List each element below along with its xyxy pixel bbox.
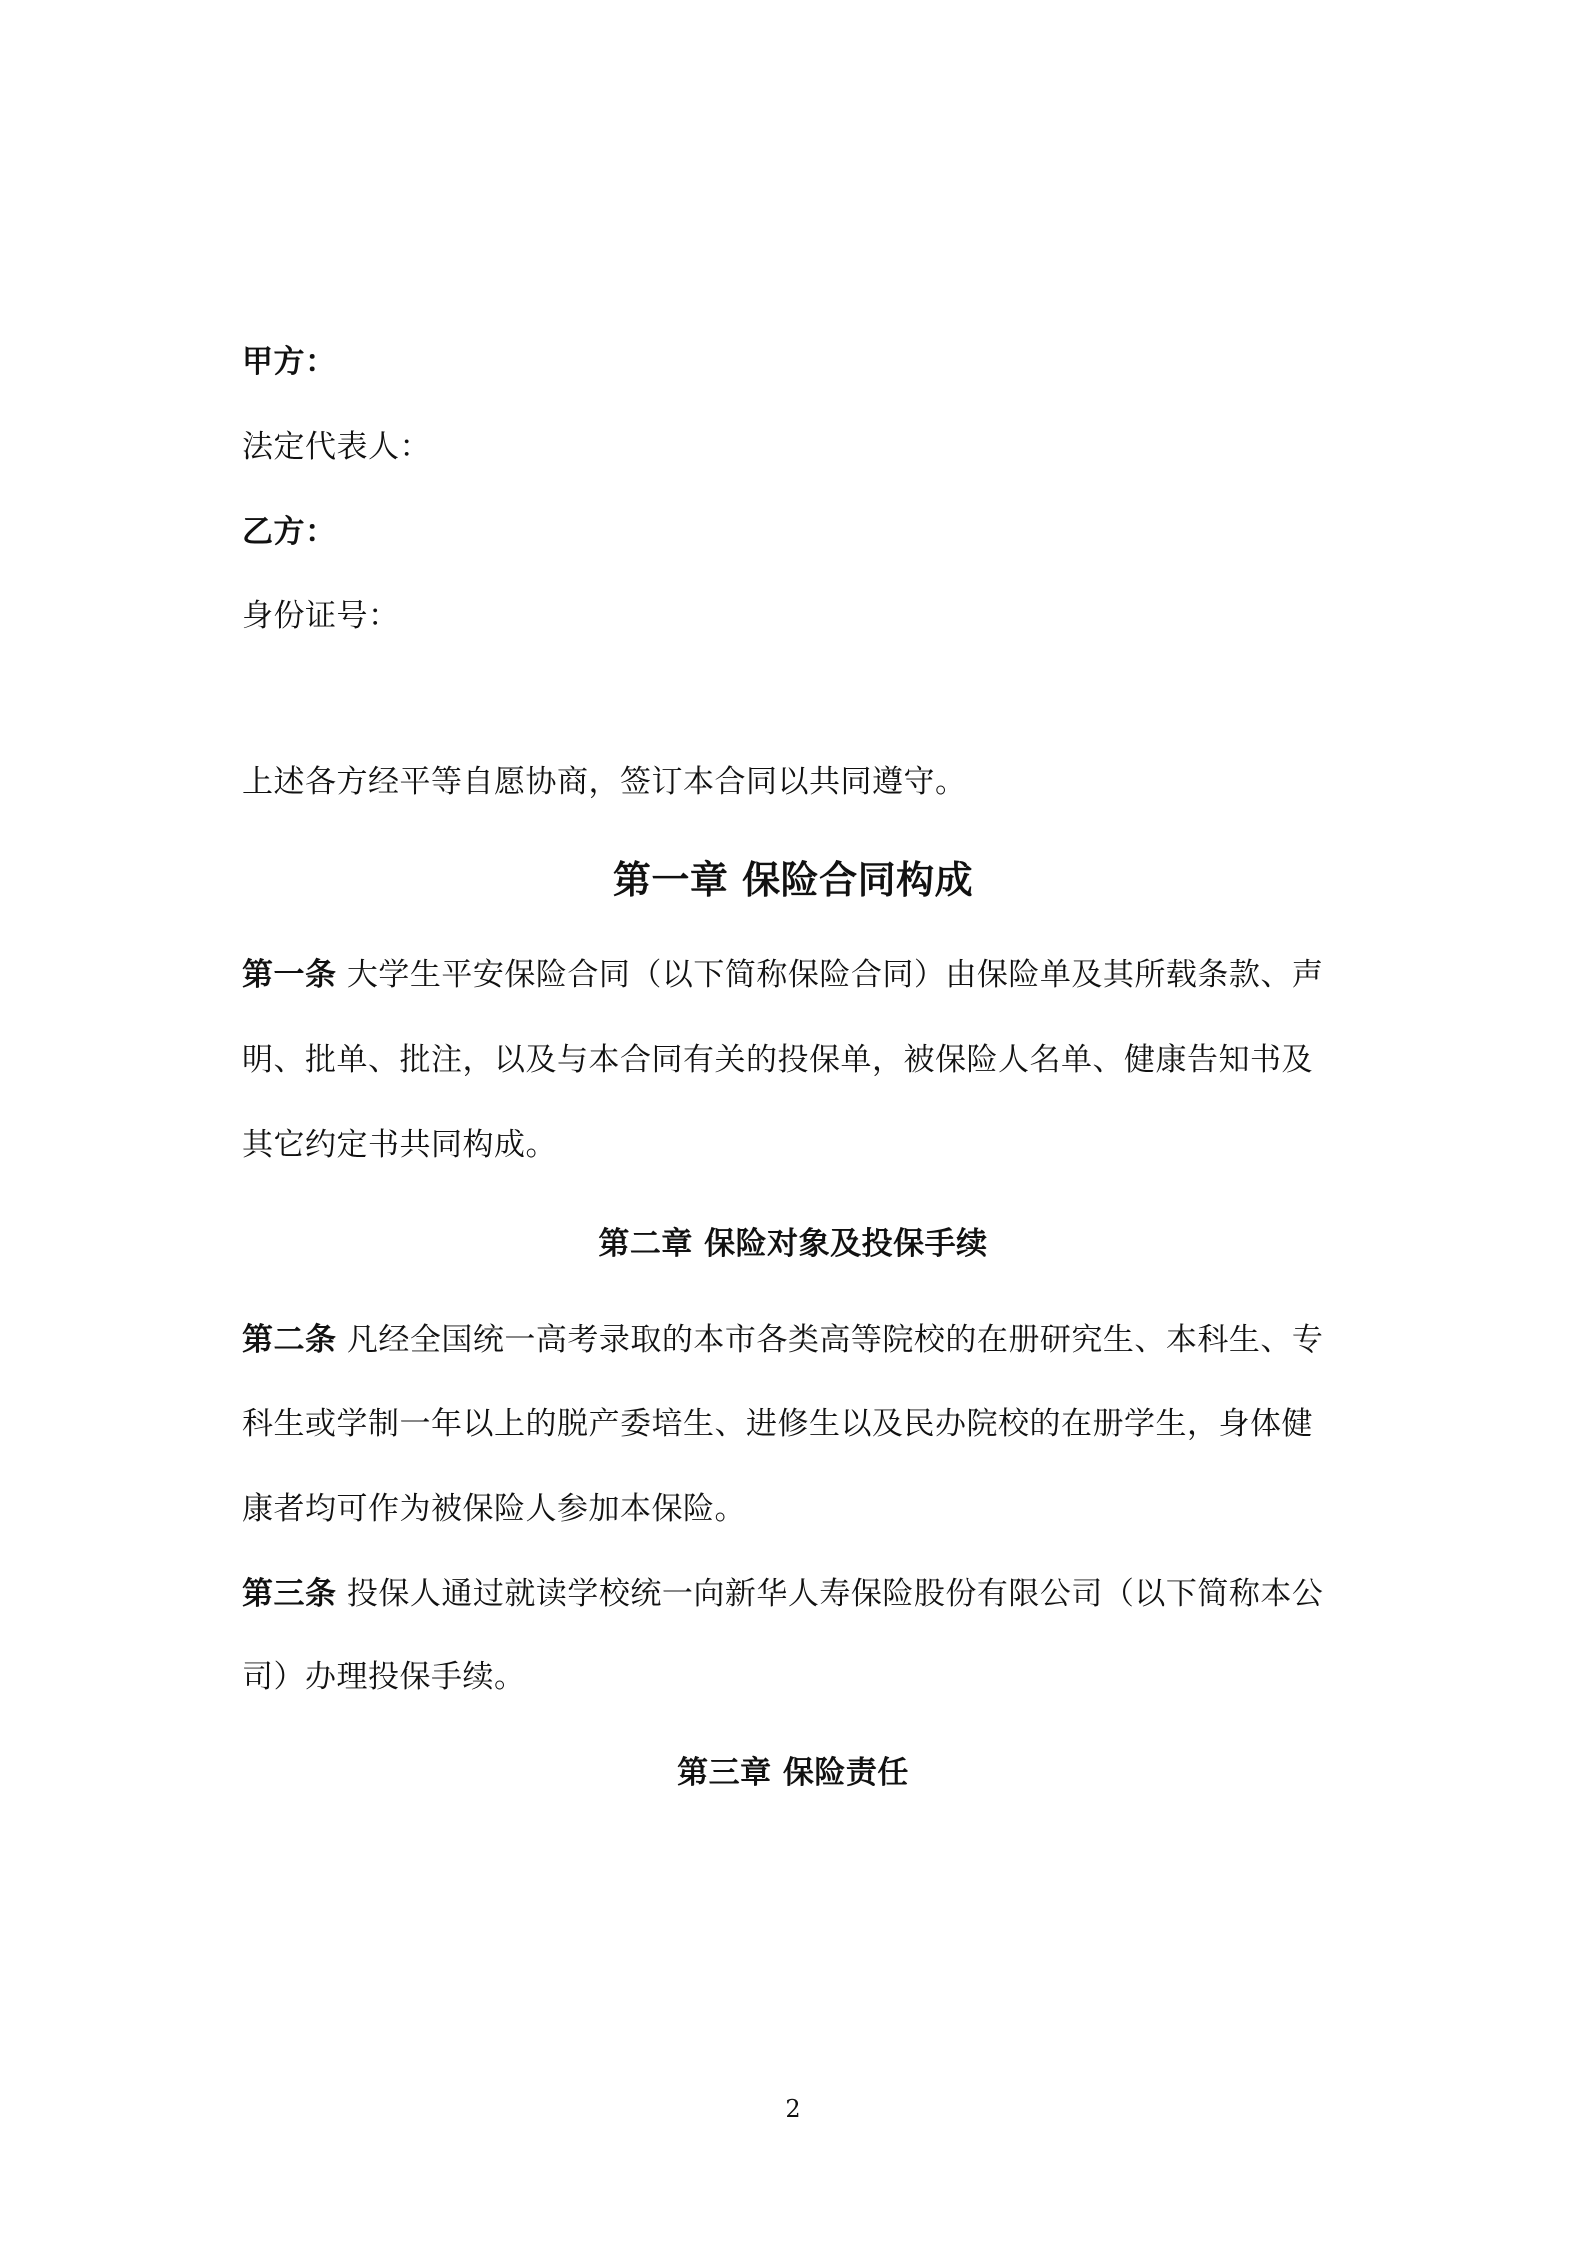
chapter-1-title: 第一章 保险合同构成 [612,858,974,902]
article-1-line-1 [242,955,1323,995]
legal-representative-label: 法定代表人： [242,429,431,465]
chapter-2-title: 第二章 保险对象及投保手续 [598,1226,988,1262]
article-3-line-2: 司）办理投保手续。 [242,1659,526,1695]
article-1-text-1: 大学生平安保险合同（以下简称保险合同）由保险单及其所载条款、声 [336,957,1324,993]
article-2-number: 第二条 [242,1322,337,1358]
article-3-number: 第三条 [242,1576,337,1612]
article-2-line-2: 科生或学制一年以上的脱产委培生、进修生以及民办院校的在册学生，身体健 [242,1406,1313,1442]
id-number-label: 身份证号： [242,598,400,634]
article-2-line-3: 康者均可作为被保险人参加本保险。 [242,1491,746,1527]
article-1-number: 第一条 [242,957,337,993]
intro-paragraph: 上述各方经平等自愿协商，签订本合同以共同遵守。 [242,764,967,800]
article-1-line-3: 其它约定书共同构成。 [242,1127,557,1163]
article-3-line-1 [242,1574,1323,1614]
page-number: 2 [785,2095,801,2123]
chapter-3-title: 第三章 保险责任 [677,1755,909,1791]
party-b-label: 乙方： [242,514,337,550]
article-1-line-2: 明、批单、批注，以及与本合同有关的投保单，被保险人名单、健康告知书及 [242,1042,1313,1078]
article-2-text-1: 凡经全国统一高考录取的本市各类高等院校的在册研究生、本科生、专 [336,1322,1324,1358]
article-2-line-1 [242,1320,1323,1360]
article-3-text-1: 投保人通过就读学校统一向新华人寿保险股份有限公司（以下简称本公 [336,1576,1324,1612]
party-a-label: 甲方： [242,344,337,380]
